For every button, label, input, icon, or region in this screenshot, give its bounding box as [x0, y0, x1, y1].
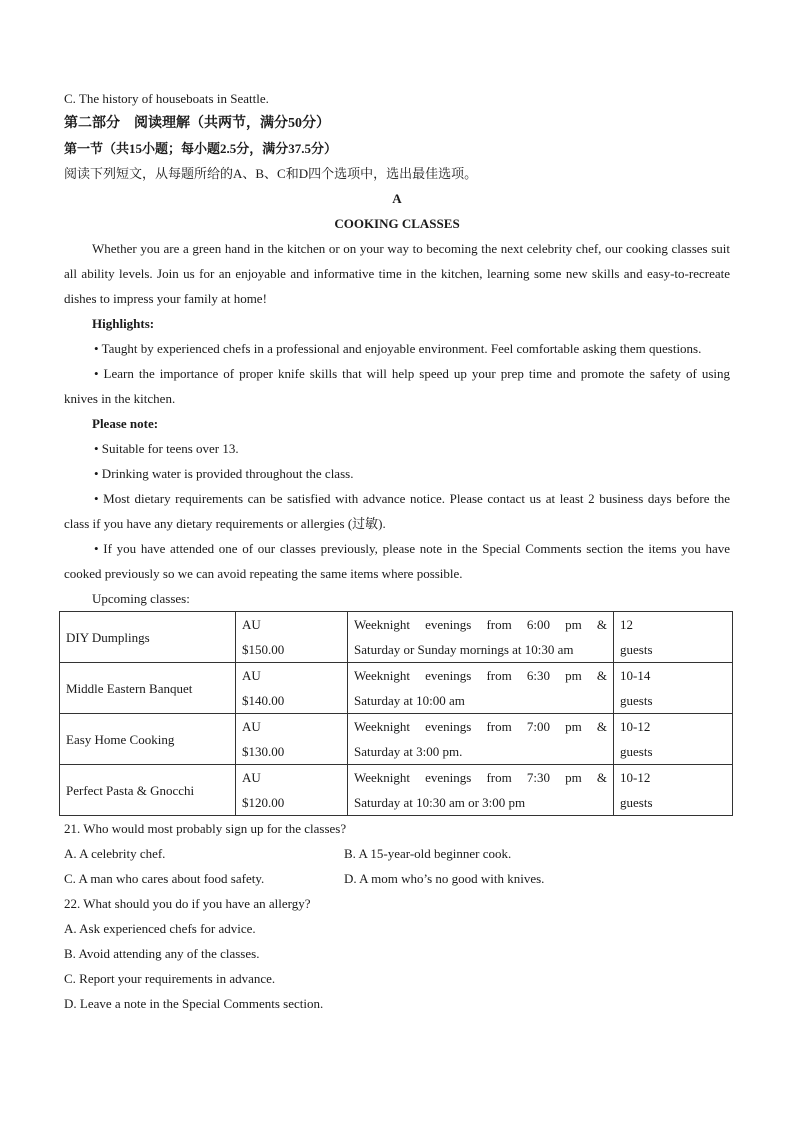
highlight-item: • Learn the importance of proper knife skills that will help speed up your prep time and promote the safety of using knives in the kitchen.: [64, 366, 730, 406]
class-time: [348, 612, 614, 663]
time-word: &: [596, 719, 607, 734]
class-guests: [614, 612, 733, 663]
section-title: 第一节（共15小题；每小题2.5分，满分37.5分）: [64, 141, 338, 156]
q21-options-row-2: [64, 866, 730, 891]
note-item: • Suitable for teens over 13.: [94, 441, 239, 456]
previous-question-option-c: C. The history of houseboats in Seattle.: [64, 91, 269, 106]
time-word: from: [486, 668, 512, 683]
guest-label: guests: [620, 744, 653, 759]
class-row: [60, 765, 733, 816]
passage-letter: A: [392, 191, 402, 206]
time-word: Weeknight: [354, 617, 410, 632]
time-word: &: [596, 617, 607, 632]
time-line-1: [354, 765, 607, 790]
time-line-1: [354, 612, 607, 637]
note-item: • Most dietary requirements can be satisfied with advance notice. Please contact us at least 2 business days before the class if you have any dietary requirements or allergies (过敏).: [64, 491, 730, 531]
class-name: Middle Eastern Banquet: [60, 663, 236, 714]
q21-option-c: C. A man who cares about food safety.: [64, 871, 265, 886]
time-line-2: Saturday or Sunday mornings at 10:30 am: [354, 642, 574, 657]
class-name: DIY Dumplings: [60, 612, 236, 663]
guest-label: guests: [620, 693, 653, 708]
exam-page: [64, 86, 730, 1016]
note-item: • If you have attended one of our classes previously, please note in the Special Comments section the items you have cooked previously so we can avoid repeating the same items where possible.: [64, 541, 730, 581]
highlight-item: • Taught by experienced chefs in a professional and enjoyable environment. Feel comfortable asking them questions.: [94, 341, 702, 356]
q22-option-b: B. Avoid attending any of the classes.: [64, 946, 260, 961]
class-price: [236, 714, 348, 765]
time-word: pm: [565, 719, 582, 734]
q21-options-row-1: [64, 841, 730, 866]
time-word: evenings: [425, 617, 472, 632]
time-word: pm: [565, 617, 582, 632]
time-line-1: [354, 714, 607, 739]
upcoming-label: Upcoming classes:: [92, 591, 190, 606]
price-amount: $120.00: [242, 795, 285, 810]
price-currency: AU: [242, 668, 261, 683]
highlights-label: Highlights:: [92, 316, 155, 331]
time-word: pm: [565, 770, 582, 785]
time-line-1: [354, 663, 607, 688]
q22-stem: 22. What should you do if you have an allergy?: [64, 896, 311, 911]
time-word: pm: [565, 668, 582, 683]
time-word: from: [486, 617, 512, 632]
class-time: [348, 663, 614, 714]
class-row: [60, 612, 733, 663]
time-word: 6:00: [526, 617, 550, 632]
class-guests: [614, 663, 733, 714]
guest-label: guests: [620, 642, 653, 657]
guest-count: 10-14: [620, 668, 651, 683]
q21-stem: 21. Who would most probably sign up for the classes?: [64, 821, 347, 836]
intro-paragraph: Whether you are a green hand in the kitchen or on your way to becoming the next celebrity chef, our cooking classes suit all ability levels. Join us for an enjoyable and informative time in the kitchen, learning some new skills and easy-to-recreate dishes to impress your family at home!: [64, 241, 730, 306]
time-word: &: [596, 770, 607, 785]
class-row: [60, 714, 733, 765]
time-word: 7:00: [526, 719, 550, 734]
note-item: • Drinking water is provided throughout the class.: [94, 466, 354, 481]
class-row: [60, 663, 733, 714]
class-time: [348, 714, 614, 765]
instruction: 阅读下列短文，从每题所给的A、B、C和D四个选项中，选出最佳选项。: [64, 166, 478, 181]
q22-option-c: C. Report your requirements in advance.: [64, 971, 276, 986]
class-price: [236, 663, 348, 714]
time-word: from: [486, 770, 512, 785]
price-amount: $130.00: [242, 744, 285, 759]
guest-count: 12: [620, 617, 633, 632]
time-word: Weeknight: [354, 668, 410, 683]
class-name: Easy Home Cooking: [60, 714, 236, 765]
q21-option-a: A. A celebrity chef.: [64, 846, 166, 861]
guest-count: 10-12: [620, 770, 651, 785]
time-line-2: Saturday at 10:00 am: [354, 693, 465, 708]
q22-option-d: D. Leave a note in the Special Comments section.: [64, 996, 324, 1011]
time-word: from: [486, 719, 512, 734]
price-amount: $150.00: [242, 642, 285, 657]
q21-option-d: D. A mom who’s no good with knives.: [344, 871, 545, 886]
part-title: 第二部分 阅读理解（共两节，满分50分）: [64, 116, 330, 131]
class-guests: [614, 714, 733, 765]
class-name: Perfect Pasta & Gnocchi: [60, 765, 236, 816]
q21-option-b: B. A 15-year-old beginner cook.: [344, 846, 512, 861]
time-word: Weeknight: [354, 770, 410, 785]
time-word: 6:30: [526, 668, 550, 683]
time-word: &: [596, 668, 607, 683]
price-currency: AU: [242, 770, 261, 785]
price-amount: $140.00: [242, 693, 285, 708]
class-price: [236, 765, 348, 816]
guest-count: 10-12: [620, 719, 651, 734]
price-currency: AU: [242, 719, 261, 734]
time-line-2: Saturday at 10:30 am or 3:00 pm: [354, 795, 526, 810]
passage-title: COOKING CLASSES: [334, 216, 460, 231]
class-price: [236, 612, 348, 663]
class-guests: [614, 765, 733, 816]
class-time: [348, 765, 614, 816]
time-word: evenings: [425, 668, 472, 683]
guest-label: guests: [620, 795, 653, 810]
time-word: Weeknight: [354, 719, 410, 734]
time-word: evenings: [425, 719, 472, 734]
note-label: Please note:: [92, 416, 159, 431]
classes-table: [59, 611, 733, 816]
time-word: 7:30: [526, 770, 550, 785]
price-currency: AU: [242, 617, 261, 632]
q22-option-a: A. Ask experienced chefs for advice.: [64, 921, 256, 936]
time-word: evenings: [425, 770, 472, 785]
time-line-2: Saturday at 3:00 pm.: [354, 744, 463, 759]
